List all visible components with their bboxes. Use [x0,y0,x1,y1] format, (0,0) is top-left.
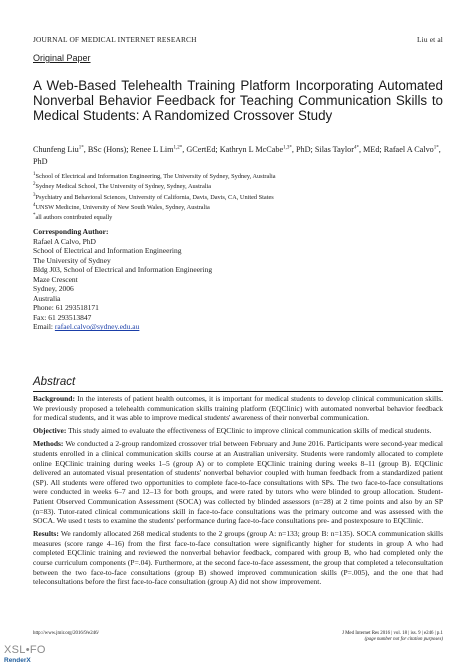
email-link[interactable]: rafael.calvo@sydney.edu.au [54,322,140,332]
running-header [33,35,443,45]
affiliation: $^2$Sydney Medical School, The University of Sydney, Sydney, Australia [33,182,212,191]
corresponding-line: Maze Crescent [33,274,78,284]
author-3: Kathryn L McCabe$^{1,3*}$, PhD; [219,145,315,154]
article-type: Original Paper [33,53,91,63]
abstract-heading: Abstract [33,376,443,392]
article-url: http://www.jmir.org/2016/9/e246/ [33,631,99,636]
citation-note: (page number not for citation purposes) [364,637,443,642]
abstract-objective: Objective: This study aimed to evaluate the effectiveness of EQClinic to improve clinical communication skills of medical students. [33,426,432,436]
author-2: Renee L Lim$^{1,2*}$, GCertEd; [130,145,220,154]
corresponding-fax: Fax: 61 293513847 [33,312,92,322]
corresponding-line: Rafael A Calvo, PhD [33,236,96,246]
author-1: Chunfeng Liu$^{1*}$, BSc (Hons); [33,145,131,154]
affiliation: $^3$Psychiatry and Behavioral Sciences, University of California, Davis, Davis, CA, United States [33,192,274,201]
journal-name: JOURNAL OF MEDICAL INTERNET RESEARCH [33,35,197,44]
corresponding-line: Australia [33,293,61,303]
affiliation: $^4$UNSW Medicine, University of New South Wales, Sydney, Australia [33,202,210,211]
abstract-results: Results: We randomly allocated 268 medical students to the 2 groups (group A: n=133; group B: n=135). SOCA communication skills measures (score range 4–16) from the first face-to-face consultation were significantly higher for students in group A who had completed EQClinic training and reviewed the nonverbal behavior feedback, compared with group B, who had completed only the course curriculum components (P=.04). Furthermore, at the second face-to-face assessment, the group that completed a teleconsultation between the two face-to-face consultations (group B) showed improved communication skills (P=.005), and the one that had teleconsultations before the first face-to-face consultation (group A) did not show improvement. [33,529,443,587]
corresponding-author-heading: Corresponding Author: [33,227,109,236]
corresponding-line: Bldg J03, School of Electrical and Information Engineering [33,265,213,275]
author-list [33,144,443,167]
page-footer [33,631,443,651]
corresponding-line: The University of Sydney [33,255,111,265]
affiliation: $^1$School of Electrical and Information Engineering, The University of Sydney, Sydney, Australia [33,171,276,180]
article-title: A Web-Based Telehealth Training Platform Incorporating Automated Nonverbal Behavior Feedback for Teaching Communication Skills to Medical Students: A Randomized Crossover Study [33,78,443,124]
running-author: Liu et al [417,35,443,44]
abstract-body [33,394,443,590]
corresponding-line: Sydney, 2006 [33,284,74,294]
corresponding-phone: Phone: 61 293518171 [33,303,99,313]
citation: J Med Internet Res 2016 | vol. 18 | iss. 9 | e246 | p.1 (page number not for citation purposes) [341,631,443,642]
corresponding-author-block [33,227,443,332]
abstract-methods: Methods: We conducted a 2-group randomized crossover trial between February and June 2016. Participants were second-year medical students enrolled in a clinical communication skills course at an Australian university. Students were randomly allocated to complete online EQClinic training during weeks 1–5 (group A) or to complete EQClinic training during weeks 8–11 (group B). EQClinic delivered an automated visual presentation of students' nonverbal behavior coupled with human feedback from a standardized patient (SP). All students were offered two opportunities to complete face-to-face consultations with SPs. The two face-to-face consultations were conducted in weeks 6–7 and 12–13 for both groups, and were rated by tutors who were blinded to group allocation. Student-Patient Observed Communication Assessment (SOCA) was collected by blinded assessors (n=28) at 2 time points and also by an SP (n=83). Tutor-rated clinical communications skill in face-to-face consultations was the primary outcome and was assessed with the SOCA. We used t tests to examine the students' performance during face-to-face consultations pre- and postexposure to EQClinic. [33,439,443,526]
affiliation-note: *all authors contributed equally [33,213,113,222]
author-4: Silas Taylor$^{4*}$, MEd; [314,145,384,154]
corresponding-email-line: Email: rafael.calvo@sydney.edu.au [33,322,140,332]
affiliation-list [33,172,443,223]
xsl-fo-renderx-logo: XSL•FO RenderX [4,644,46,664]
corresponding-line: School of Electrical and Information Engineering [33,246,182,256]
abstract-background: Background: In the interests of patient health outcomes, it is important for medical students to develop clinical communication skills. We previously proposed a telehealth communication skills training platform (EQClinic) with automated nonverbal behavior feedback for medical students, and it was able to improve medical students' awareness of their nonverbal communication. [33,394,444,423]
author-5: Rafael A Calvo$^{1*}$, PhD [33,145,441,166]
